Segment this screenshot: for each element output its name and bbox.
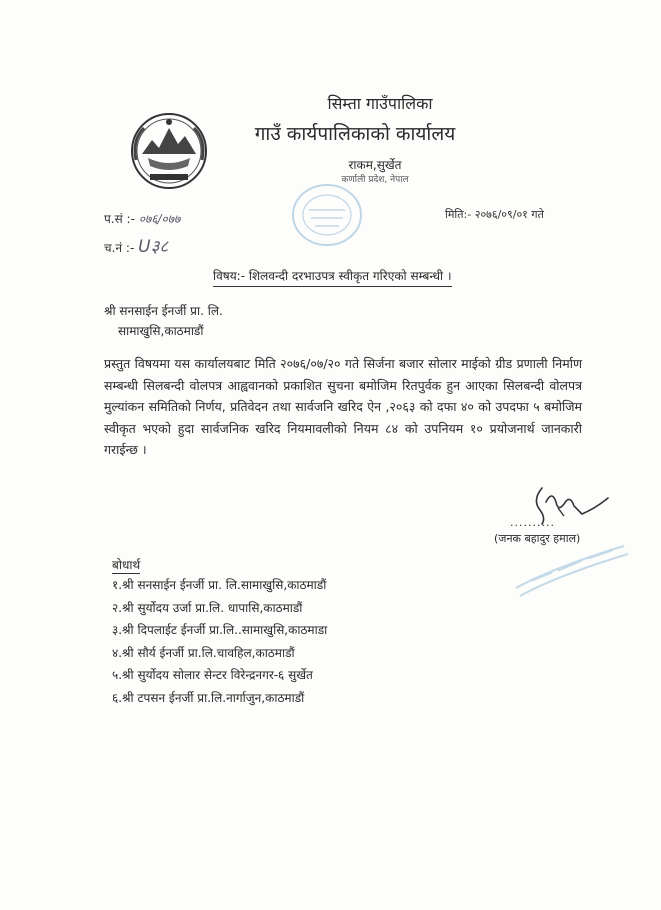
- letter-subject: विषय:- शिलवन्दी दरभाउपत्र स्वीकृत गरिएको सम्बन्धी ।: [213, 267, 452, 287]
- cc-item: ५.श्री सुर्योदय सोलार सेन्टर विरेन्द्रनगर-६ सुर्खेत: [112, 668, 313, 682]
- signatory-stamp-icon: [512, 538, 632, 598]
- cc-title: बोधार्थ: [112, 558, 141, 572]
- dispatch-number: [104, 234, 168, 257]
- office-location: राकम,सुर्खेत: [348, 158, 402, 172]
- reference-number: [104, 210, 180, 227]
- cc-item: २.श्री सुर्योदय उर्जा प्रा.लि. धापासि,काठमाडौं: [112, 600, 303, 615]
- office-province: कर्णाली प्रदेश, नेपाल: [341, 175, 409, 185]
- letter-body: प्रस्तुत विषयमा यस कार्यालयबाट मिति २०७६/०७/२० गते सिर्जना बजार सोलार माईको ग्रीड प्रणाली निर्माण सम्बन्धी सिलबन्दी वोलपत्र आह्ववानको प्रकाशित सुचना बमोजिम रितपुर्वक हुन आएका सिलबन्दी वोलपत्र मुल्यांकन समितिको निर्णय, प्रतिवेदन तथा सार्वजनि खरिद ऐन ,२०६३ को दफा ४० को उपदफा ५ बमोजिम स्वीकृत भएको हुदा सार्वजनिक खरिद नियमावलीको नियम ८४ को उपनियम १० प्रयोजनार्थ जानकारी गराईन्छ ।: [104, 356, 582, 457]
- cc-item: ४.श्री सौर्य ईनर्जी प्रा.लि.चावहिल,काठमाडौं: [112, 645, 295, 660]
- reference-label: प.सं :-: [104, 212, 135, 226]
- reference-value: ०७६/०७७: [138, 212, 181, 226]
- recipient-name: श्री सनसाईन ईनर्जी प्रा. लि.: [104, 304, 223, 318]
- recipient-address: सामाखुसि,काठमाडौं: [118, 324, 204, 338]
- signatory-name: (जनक बहादुर हमाल): [494, 532, 581, 545]
- office-stamp-icon: [287, 180, 367, 250]
- municipality-name: सिम्ता गाउँपालिका: [327, 94, 433, 113]
- dispatch-label: च.नं :-: [104, 241, 135, 255]
- cc-item: १.श्री सनसाईन ईनर्जी प्रा. लि.सामाखुसि,काठमाडौं: [112, 578, 327, 592]
- office-name: गाउँ कार्यपालिकाको कार्यालय: [254, 123, 456, 145]
- cc-item: ६.श्री टपसन ईनर्जी प्रा.लि.नार्गाजुन,काठमाडौं: [112, 690, 305, 705]
- signature-line: ..........: [510, 516, 555, 529]
- cc-list: [112, 574, 327, 709]
- dispatch-value: U३८: [138, 237, 169, 257]
- nepal-emblem-icon: [128, 110, 210, 192]
- letter-date: मिति:- २०७६/०९/०१ गते: [445, 208, 544, 221]
- cc-item: ३.श्री दिपलाईट ईनर्जी प्रा.लि..सामाखुसि,काठमाडा: [112, 623, 328, 637]
